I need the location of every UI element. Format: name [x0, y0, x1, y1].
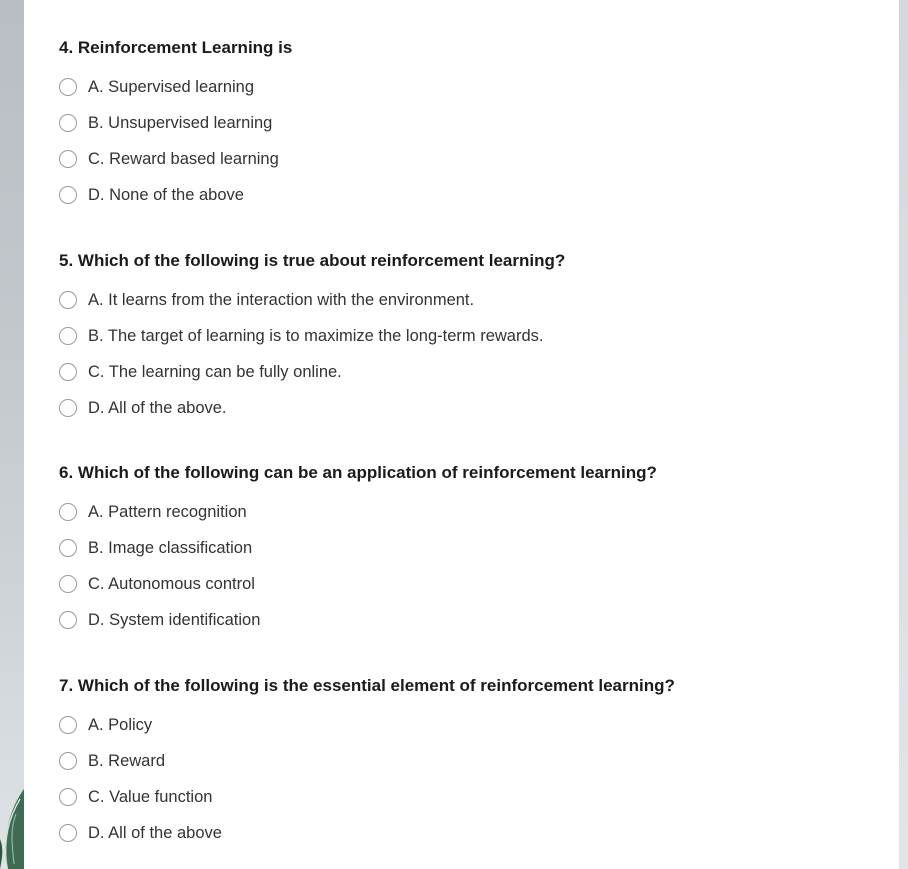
option-5b[interactable] [59, 318, 565, 354]
question-4 [59, 37, 292, 213]
question-title: 5. Which of the following is true about reinforcement learning? [59, 251, 566, 270]
radio-button-icon[interactable] [59, 611, 77, 629]
option-label: C. Reward based learning [88, 149, 279, 168]
option-6d[interactable] [59, 602, 657, 638]
option-4d[interactable] [59, 177, 292, 213]
option-label: D. All of the above. [88, 398, 227, 417]
option-label: C. The learning can be fully online. [88, 362, 342, 381]
question-7 [59, 675, 675, 851]
plant-leaf-icon [0, 779, 24, 869]
option-label: A. Policy [88, 715, 153, 734]
option-label: D. System identification [88, 610, 261, 629]
option-label: A. Pattern recognition [88, 502, 247, 521]
radio-button-icon[interactable] [59, 399, 77, 417]
option-4a[interactable] [59, 69, 292, 105]
question-6 [59, 462, 657, 638]
radio-button-icon[interactable] [59, 78, 77, 96]
option-5a[interactable] [59, 282, 565, 318]
radio-button-icon[interactable] [59, 539, 77, 557]
radio-button-icon[interactable] [59, 824, 77, 842]
option-4b[interactable] [59, 105, 292, 141]
option-label: B. Unsupervised learning [88, 113, 273, 132]
radio-button-icon[interactable] [59, 114, 77, 132]
option-label: B. The target of learning is to maximize the long-term rewards. [88, 326, 544, 345]
question-5 [59, 250, 565, 426]
option-label: B. Image classification [88, 538, 253, 557]
option-label: D. All of the above [88, 823, 222, 842]
option-7c[interactable] [59, 779, 675, 815]
background-right-edge [899, 0, 908, 869]
option-6c[interactable] [59, 566, 657, 602]
option-7b[interactable] [59, 743, 675, 779]
radio-button-icon[interactable] [59, 752, 77, 770]
option-5d[interactable] [59, 390, 565, 426]
radio-button-icon[interactable] [59, 291, 77, 309]
option-4c[interactable] [59, 141, 292, 177]
option-label: B. Reward [88, 751, 166, 770]
radio-button-icon[interactable] [59, 575, 77, 593]
radio-button-icon[interactable] [59, 186, 77, 204]
option-label: A. It learns from the interaction with the environment. [88, 290, 475, 309]
question-title: 7. Which of the following is the essential element of reinforcement learning? [59, 676, 675, 695]
option-label: A. Supervised learning [88, 77, 255, 96]
option-6a[interactable] [59, 494, 657, 530]
radio-button-icon[interactable] [59, 716, 77, 734]
radio-button-icon[interactable] [59, 327, 77, 345]
option-label: C. Autonomous control [88, 574, 255, 593]
option-label: C. Value function [88, 787, 213, 806]
question-title: 4. Reinforcement Learning is [59, 38, 293, 57]
option-5c[interactable] [59, 354, 565, 390]
background-left-edge [0, 0, 24, 869]
option-7d[interactable] [59, 815, 675, 851]
radio-button-icon[interactable] [59, 363, 77, 381]
option-7a[interactable] [59, 707, 675, 743]
question-title: 6. Which of the following can be an application of reinforcement learning? [59, 463, 657, 482]
option-6b[interactable] [59, 530, 657, 566]
option-label: D. None of the above [88, 185, 244, 204]
radio-button-icon[interactable] [59, 503, 77, 521]
radio-button-icon[interactable] [59, 788, 77, 806]
quiz-panel [24, 0, 899, 869]
radio-button-icon[interactable] [59, 150, 77, 168]
